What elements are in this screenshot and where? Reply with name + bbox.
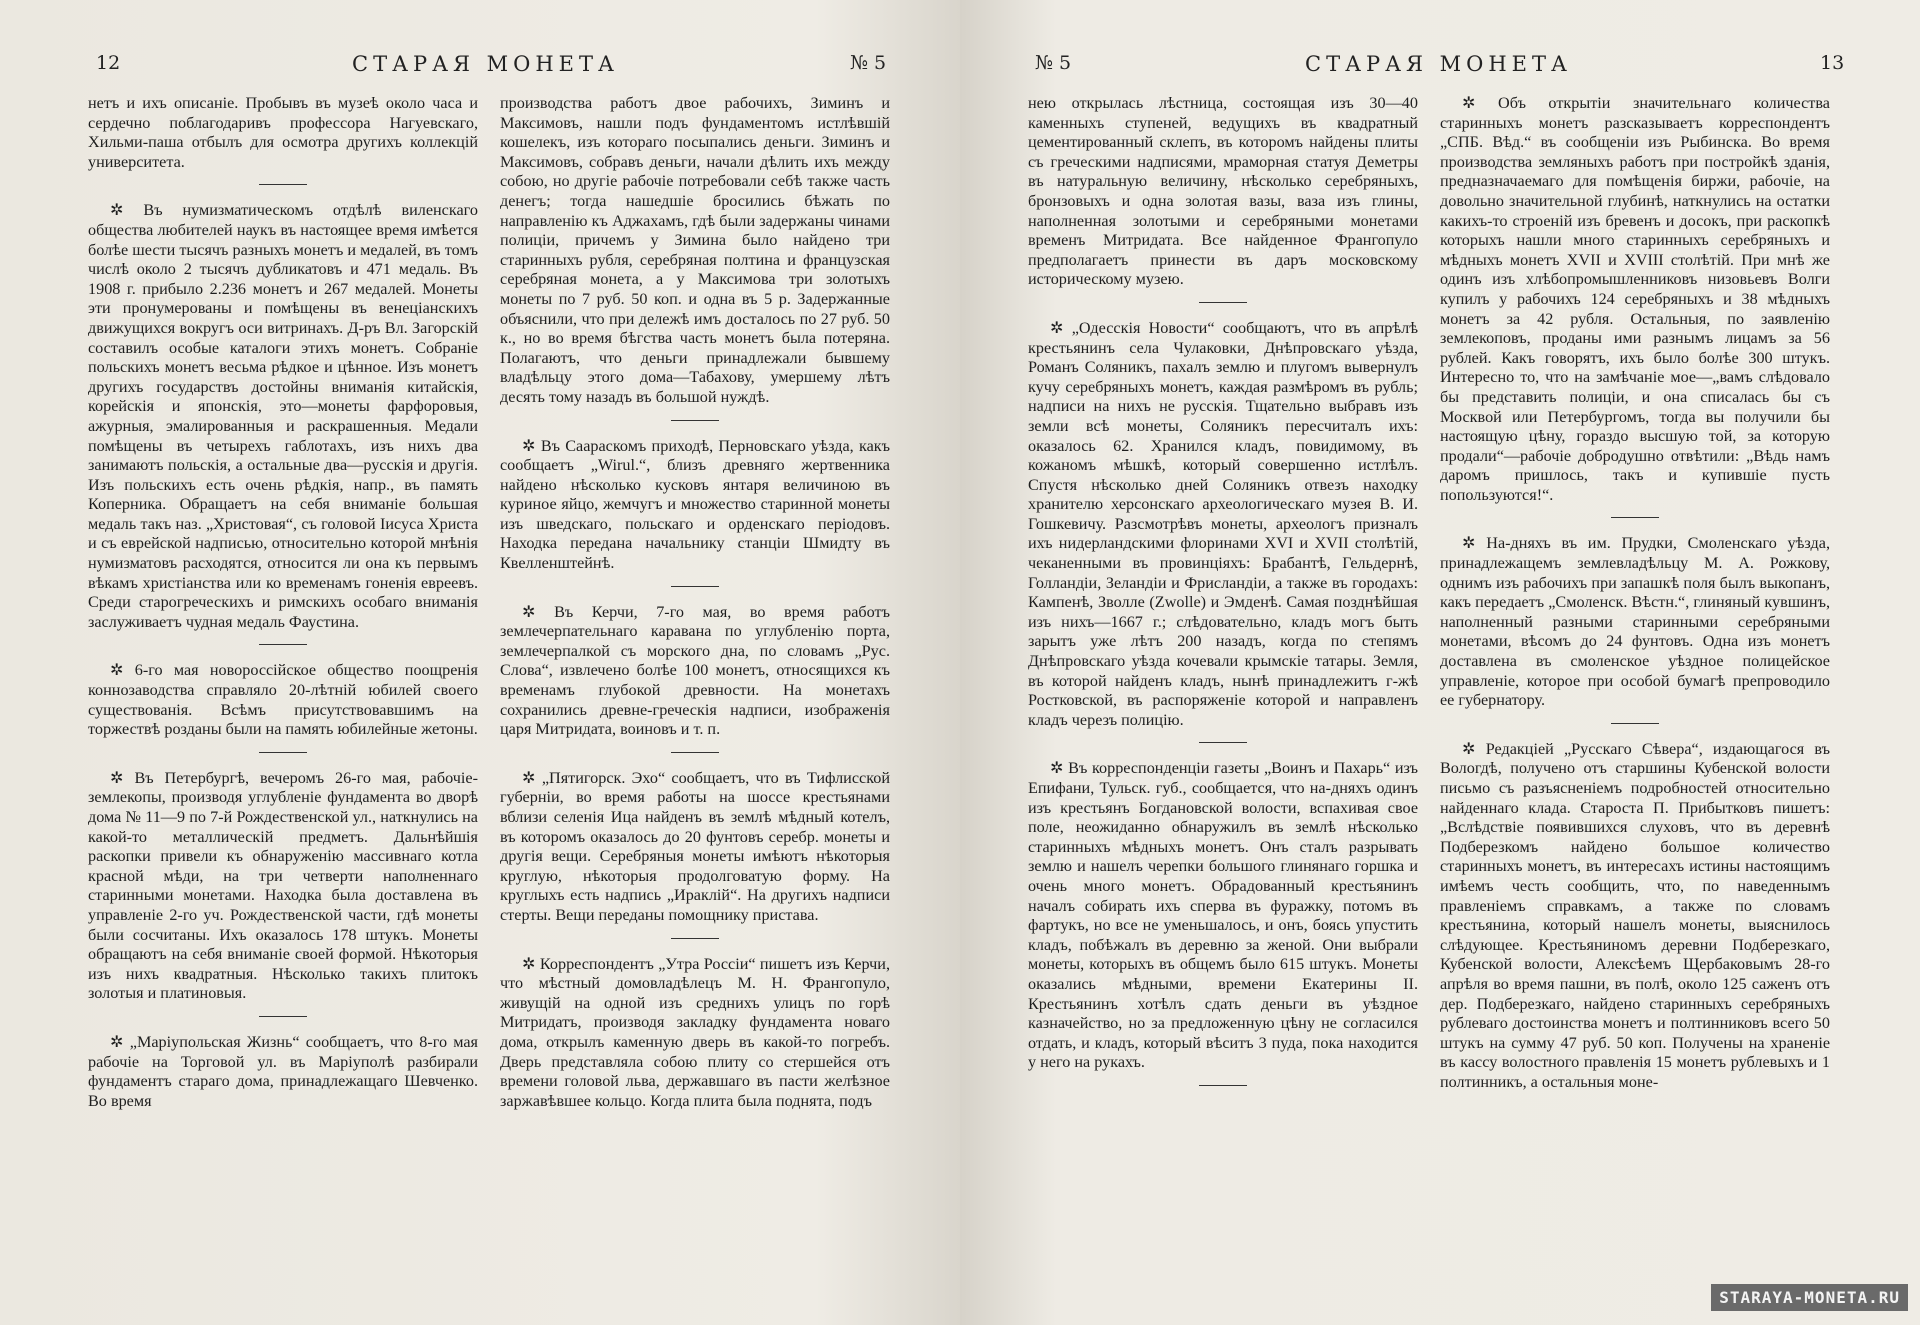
section-divider bbox=[1611, 723, 1659, 724]
article-paragraph: ✲ Въ Керчи, 7-го мая, во время работъ землечерпательнаго каравана по углубленію порта, землечерпалкой съ морского дна, по словамъ „Рус. Слова“, извлечено болѣе 100 монетъ, относящихся къ временамъ глубокой древности. На монетахъ сохранились древне-греческія надписи, изображенія царя Митридата, воиновъ и т. п. bbox=[500, 602, 890, 739]
article-paragraph: ✲ Редакціей „Русскаго Сѣвера“, издающагося въ Вологдѣ, получено отъ старшины Кубенской волости письмо съ разъясненіемъ подробностей относительно найденнаго клада. Староста П. Прибытковъ пишетъ: „Вслѣдствіе появившихся слуховъ, что въ деревнѣ Подберезкомъ найдено большое количество старинныхъ монетъ, въ интересахъ истины настоящимъ имѣемъ честь сообщить, что, по наведеннымъ правленіемъ справкамъ, а также по словамъ крестьянина, который нашелъ монеты, выяснилось слѣдующее. Крестьяниномъ деревни Подберезкаго, Кубенской волости, Алексѣемъ Щербаковымъ 28-го апрѣля во время пашни, въ полѣ, около 125 саженъ отъ дер. Подберезкаго, найдено старинныхъ серебряныхъ рублеваго достоинства монетъ и полтинниковъ всего 50 штукъ на сумму 47 руб. 50 коп. Получены на храненіе въ кассу волостного правленія 15 монетъ рублевыхъ и 1 полтинникъ, а остальныя моне- bbox=[1440, 739, 1830, 1091]
article-paragraph: ✲ 6-го мая новороссійское общество поощренія коннозаводства справляло 20-лѣтній юбилей своего существованія. Всѣмъ присутствовавшимъ на торжествѣ розданы были на память юбилейные жетоны. bbox=[88, 661, 478, 739]
article-paragraph: ✲ Въ Саараскомъ приходѣ, Перновскаго уѣзда, какъ сообщаетъ „Wirul.“, близъ древняго жертвенника найдено нѣсколько кусковъ янтаря величиною въ куриное яйцо, жемчугъ и множество старинной монеты изъ шведскаго, польскаго и орденскаго періодовъ. Находка передана начальнику станціи Шмидту въ Квелленштейнѣ. bbox=[500, 436, 890, 573]
text-column bbox=[500, 94, 890, 1111]
journal-title: СТАРАЯ МОНЕТА bbox=[352, 52, 619, 76]
issue-number: № 5 bbox=[850, 52, 887, 74]
section-divider bbox=[259, 1016, 307, 1017]
page-number: 13 bbox=[1820, 52, 1845, 74]
article-paragraph: ✲ „Одесскія Новости“ сообщаютъ, что въ апрѣлѣ крестьянинъ села Чулаковки, Днѣпровскаго уѣзда, Романъ Соляникъ, пахалъ землю и плугомъ вывернулъ кучу серебряныхъ монетъ, каждая размѣромъ въ рубль; надписи на нихъ не русскія. Тщательно выбравъ изъ земли всѣ монеты, Соляникъ пересчиталъ ихъ: оказалось 62. Хранился кладъ, повидимому, въ кожаномъ мѣшкѣ, который совершенно истлѣлъ. Спустя нѣсколько дней Соляникъ отвезъ находку хранителю херсонскаго археологическаго музея В. И. Гошкевичу. Разсмотрѣвъ монеты, археологъ призналъ ихъ нидерландскими флоринами XVI и XVII столѣтій, чеканенными въ провинціяхъ: Брабантѣ, Гельдернѣ, Голландіи, Зеландіи и Фрисландіи, а также въ городахъ: Кампенѣ, Зволле (Zwolle) и Эмденѣ. Самая позднѣйшая изъ нихъ—1667 г.; слѣдовательно, кладъ могъ быть зарытъ уже лѣтъ 200 назадъ, когда по степямъ Днѣпровскаго уѣзда кочевали крымскіе татары. Земля, въ которой найденъ кладъ, нынѣ принадлежитъ г-жѣ Ростковской, въ распоряженіе которой и направленъ кладъ черезъ полицію. bbox=[1028, 318, 1418, 729]
article-paragraph: ✲ На-дняхъ въ им. Прудки, Смоленскаго уѣзда, принадлежащемъ землевладѣльцу М. А. Рожкову, однимъ изъ рабочихъ при запашкѣ поля былъ выкопанъ, какъ передаетъ „Смоленск. Вѣстн.“, глиняный кувшинъ, наполненный разными старинными серебряными монетами, вѣсомъ до 24 фунтовъ. Одна изъ монетъ доставлена въ смоленское уѣздное полицейское управленіе, которое при особой бумагѣ препроводило ее губернатору. bbox=[1440, 534, 1830, 710]
section-divider bbox=[259, 752, 307, 753]
section-divider bbox=[671, 586, 719, 587]
section-divider bbox=[671, 752, 719, 753]
section-divider bbox=[1199, 302, 1247, 303]
article-paragraph: ✲ Объ открытіи значительнаго количества старинныхъ монетъ разсказываетъ корреспондентъ „СПБ. Вѣд.“ въ сообщеніи изъ Рыбинска. Во время производства земляныхъ работъ при постройкѣ зданія, предназначаемаго для помѣщенія биржи, рабочіе, на довольно значительной глубинѣ, наткнулись на остатки какихъ-то строеній изъ бревенъ и досокъ, при раскопкѣ которыхъ нашли много старинныхъ серебряныхъ и мѣдныхъ монетъ XVII и XVIII столѣтій. При мнѣ же одинъ изъ хлѣбопромышленниковъ низовьевъ Волги купилъ у рабочихъ 124 серебряныхъ и 38 мѣдныхъ монетъ за 42 рубля. Остальныя, по заявленію землекоповъ, проданы ими разнымъ лицамъ за 56 рублей. Какъ говорятъ, ихъ было болѣе 300 штукъ. Интересно то, что на замѣчаніе мое—„вамъ слѣдовало бы представить полиціи, и она списалась бы съ Москвой или Петербургомъ, тогда вы получили бы настоящую цѣну, гораздо высшую той, за которую продали“—рабочіе добродушно отвѣтили: „Вѣдь намъ даромъ пришлось, такъ и купившіе пусть попользуются!“. bbox=[1440, 94, 1830, 504]
section-divider bbox=[1611, 517, 1659, 518]
section-divider bbox=[259, 184, 307, 185]
article-paragraph: нею открылась лѣстница, состоящая изъ 30—40 каменныхъ ступеней, ведущихъ въ квадратный цементированный склепъ, въ которомъ найдены плиты съ греческими надписями, мраморная статуя Деметры въ натуральную величину, нѣсколько серебряныхъ, бронзовыхъ и одна золотая вазы, ваза изъ глины, наполненная золотыми и серебряными монетами временъ Митридата. Все найденное Франгопуло предполагаетъ принести въ даръ московскому историческому музею. bbox=[1028, 94, 1418, 289]
text-column bbox=[1440, 94, 1830, 1102]
article-paragraph: ✲ Въ нумизматическомъ отдѣлѣ виленскаго общества любителей наукъ въ настоящее время имѣется болѣе шести тысячъ разныхъ монетъ и медалей, въ томъ числѣ около 2 тысячъ дубликатовъ и 471 медаль. Въ 1908 г. прибыло 2.236 монетъ и 267 медалей. Монеты эти пронумерованы и помѣщены въ венеціанскихъ движущихся вокругъ оси витринахъ. Д-ръ Вл. Загорскій составилъ особые каталоги этихъ монетъ. Собраніе польскихъ монетъ весьма рѣдкое и цѣнное. Изъ монетъ другихъ государствъ достойны вниманія китайскія, корейскія и японскія, это—монеты фарфоровыя, ажурныя, эмалированныя и раскрашенныя. Медали помѣщены въ четырехъ габлотахъ, изъ нихъ два занимаютъ польскія, а остальные два—русскія и другія. Изъ польскихъ есть очень рѣдкія, напр., въ память Коперника. Обращаетъ на себя вниманіе большая медаль такъ наз. „Христовая“, съ головой Іисуса Христа и съ еврейской надписью, относительно которой мнѣнія нумизматовъ расходятся, относится ли она къ первымъ вѣкамъ христіанства или ко временамъ гоненія евреевъ. Среди старогреческихъ и римскихъ особаго вниманія заслуживаетъ чудная медаль Фаустина. bbox=[88, 201, 478, 631]
section-divider bbox=[1199, 742, 1247, 743]
article-paragraph: производства работъ двое рабочихъ, Зиминъ и Максимовъ, нашли подъ фундаментомъ истлѣвшій кошелекъ, изъ котораго посыпались деньги. Зиминъ и Максимовъ, собравъ деньги, начали дѣлить ихъ между собою, но другіе рабочіе потребовали себѣ также часть денегъ; тогда нашедшіе бросились бѣжать по направленію къ Аджахамъ, гдѣ были задержаны чинами полиціи, причемъ у Зимина было найдено три старинныхъ рубля, серебряная полтина и французская серебряная монета, а у Максимова три золотыхъ монеты по 7 руб. 50 коп. и одна въ 5 р. Задержанные объяснили, что при дележѣ имъ досталось по 27 руб. 50 к., но во время бѣгства часть монетъ была потеряна. Полагаютъ, что деньги принадлежали бывшему владѣльцу этого дома—Табахову, умершему лѣтъ десять тому назадъ въ большой нуждѣ. bbox=[500, 94, 890, 406]
text-column bbox=[1028, 94, 1418, 1102]
watermark: STARAYA-MONETA.RU bbox=[1711, 1284, 1908, 1311]
section-divider bbox=[671, 938, 719, 939]
section-divider bbox=[1199, 1085, 1247, 1086]
article-paragraph: ✲ Въ Петербургѣ, вечеромъ 26-го мая, рабочіе-землекопы, производя углубленіе фундамента во дворѣ дома № 11—9 по 7-й Рождественской ул., наткнулись на какой-то металлическій предметъ. Дальнѣйшія раскопки привели къ обнаруженію массивнаго котла красной мѣди, на три четверти наполненнаго старинными монетами. Находка была доставлена въ управленіе 2-го уч. Рождественской части, гдѣ монеты были сосчитаны. Ихъ оказалось 178 штукъ. Монеты обращаютъ на себя вниманіе своей формой. Нѣкоторыя изъ нихъ квадратныя. Нѣсколько такихъ плитокъ золотыя и платиновыя. bbox=[88, 768, 478, 1003]
issue-number: № 5 bbox=[1035, 52, 1072, 74]
article-paragraph: нетъ и ихъ описаніе. Пробывъ въ музеѣ около часа и сердечно поблагодаривъ профессора Нагуевскаго, Хильми-паша отбылъ для осмотра другихъ коллекцій университета. bbox=[88, 94, 478, 171]
journal-title: СТАРАЯ МОНЕТА bbox=[1305, 52, 1572, 76]
right-page-header bbox=[960, 52, 1920, 82]
article-paragraph: ✲ Корреспондентъ „Утра Россіи“ пишетъ изъ Керчи, что мѣстный домовладѣлецъ М. Н. Франгопуло, живущій на одной изъ среднихъ улицъ по горѣ Митридатъ, производя закладку фундамента новаго дома, открылъ каменную дверь въ какой-то погребъ. Дверь представляла собою плиту со стершейся отъ времени головой льва, державшаго въ пасти желѣзное заржавѣвшее кольцо. Когда плита была поднята, подъ bbox=[500, 954, 890, 1110]
page-number: 12 bbox=[96, 52, 121, 74]
left-page-header bbox=[0, 52, 960, 82]
section-divider bbox=[671, 420, 719, 421]
right-page bbox=[960, 0, 1920, 1325]
left-page-columns bbox=[88, 94, 890, 1111]
article-paragraph: ✲ Въ корреспонденціи газеты „Воинъ и Пахарь“ изъ Епифани, Тульск. губ., сообщается, что на-дняхъ одинъ изъ крестьянъ Богдановской волости, вспахивая свое поле, неожиданно обнаружилъ въ землѣ нѣсколько старинныхъ мѣдныхъ монетъ. Онъ сталъ разрывать землю и нашелъ черепки большого глинянаго горшка и очень много монетъ. Обрадованный крестьянинъ началъ собирать ихъ сперва въ фуражку, потомъ въ фартукъ, но все не уменьшалось, и онъ, боясь упустить кладъ, побѣжалъ въ деревню за женой. Они выбрали монеты, которыхъ въ общемъ было 615 штукъ. Монеты оказались мѣдными, времени Екатерины II. Крестьянинъ хотѣлъ сдать деньги въ уѣздное казначейство, но за предложенную цѣну не согласился отдать, и кладъ, который вѣситъ 3 пуда, пока находится у него на рукахъ. bbox=[1028, 759, 1418, 1072]
text-column bbox=[88, 94, 478, 1111]
article-paragraph: ✲ „Пятигорск. Эхо“ сообщаетъ, что въ Тифлисской губерніи, во время работы на шоссе крестьянами вблизи селенія Ица найденъ въ землѣ мѣдный котелъ, въ которомъ оказалось до 20 фунтовъ серебр. монеты и другія вещи. Серебряныя монеты имѣютъ нѣкоторыя круглую, нѣкоторыя продолговатую форму. На круглыхъ есть надпись „Ираклій“. На другихъ надписи стерты. Вещи переданы помощнику пристава. bbox=[500, 768, 890, 924]
article-paragraph: ✲ „Маріупольская Жизнь“ сообщаетъ, что 8-го мая рабочіе на Торговой ул. въ Маріуполѣ разбирали фундаментъ стараго дома, принадлежащаго Шевченко. Во время bbox=[88, 1032, 478, 1110]
right-page-columns bbox=[1028, 94, 1830, 1102]
section-divider bbox=[259, 644, 307, 645]
